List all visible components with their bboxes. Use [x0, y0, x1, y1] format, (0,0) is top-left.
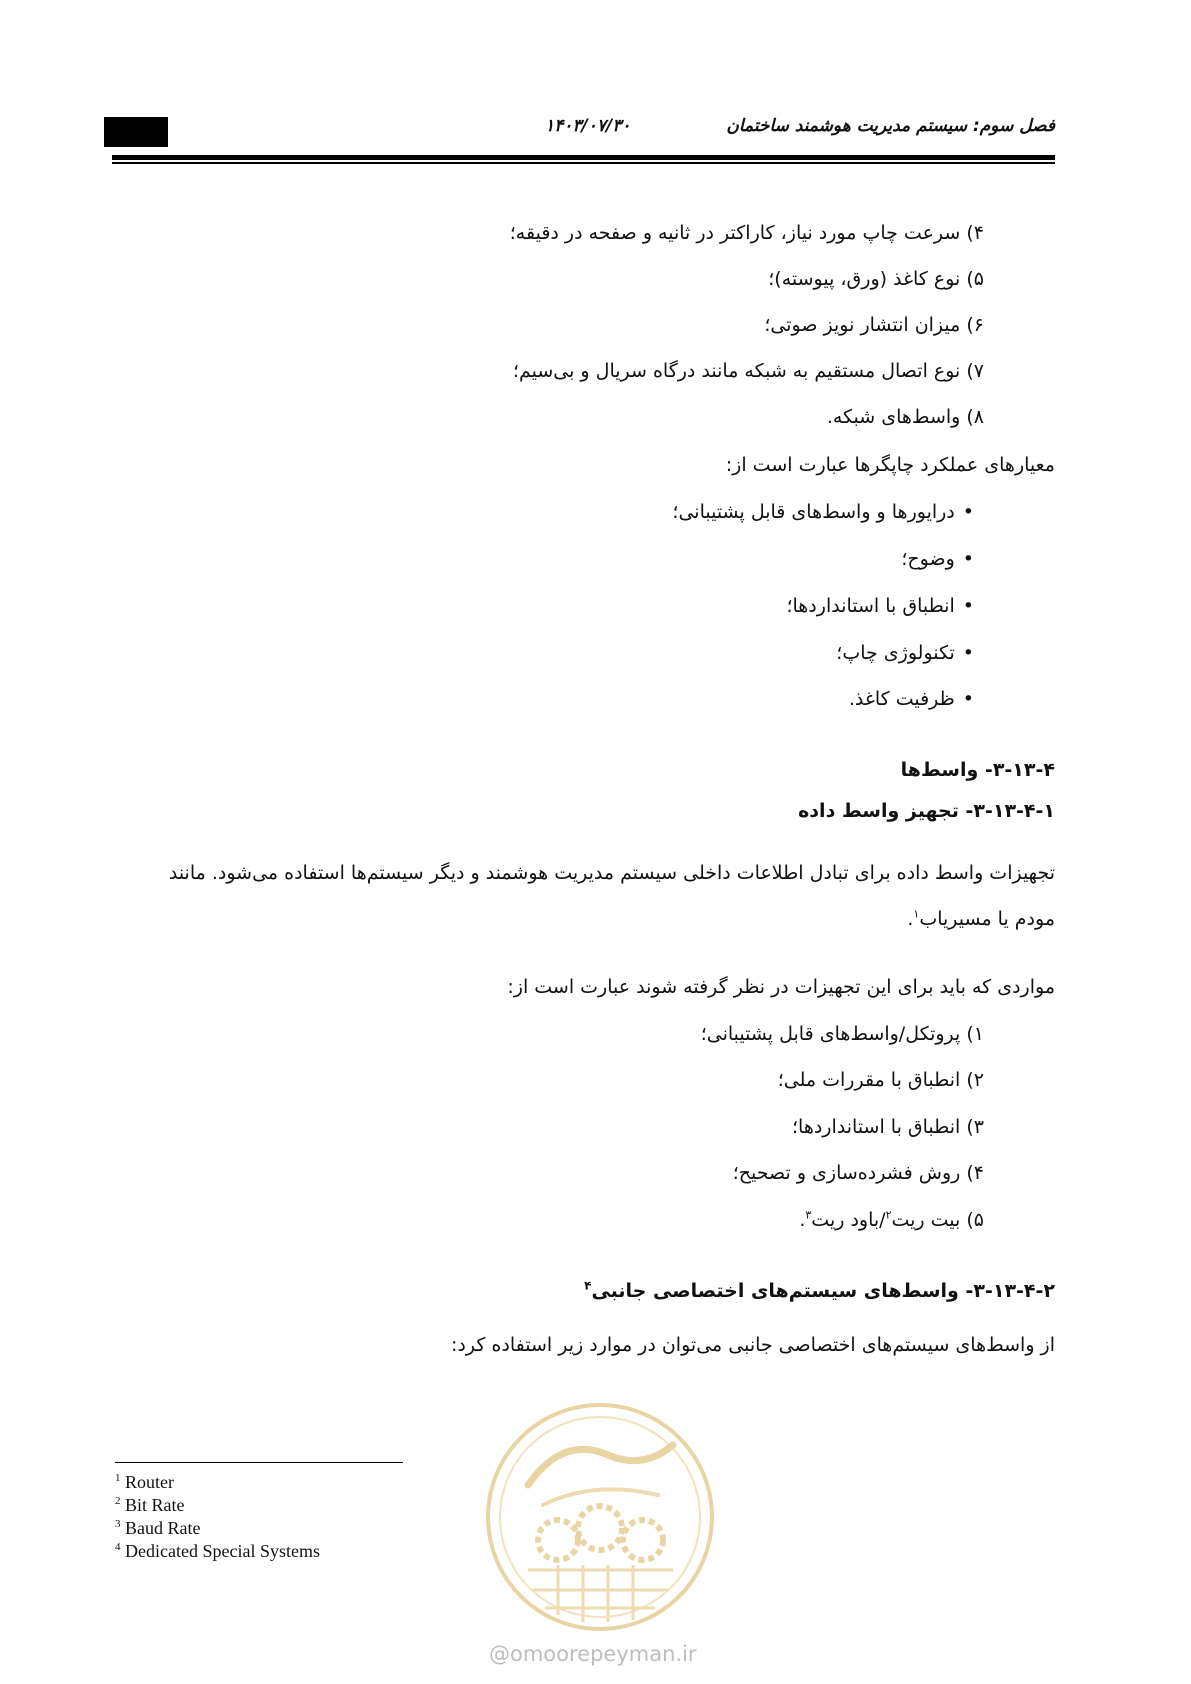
paragraph-end: .: [907, 908, 914, 930]
list-item: ۱) پروتکل/واسط‌های قابل پشتیبانی؛: [700, 1023, 984, 1045]
criteria-intro: معیارهای عملکرد چاپگرها عبارت است از:: [725, 454, 1055, 476]
footnote-number: 3: [115, 1518, 121, 1530]
list-item-text: /باود ریت: [811, 1209, 886, 1231]
bullet-item: • انطباق با استانداردها؛: [786, 593, 974, 619]
bullet-item: • ظرفیت کاغذ.: [849, 686, 974, 712]
list-item: ۵) نوع کاغذ (ورق، پیوسته)؛: [768, 268, 984, 290]
list-item: [799, 1207, 984, 1233]
footnote: [115, 1517, 320, 1540]
list-item-end: .: [799, 1209, 806, 1231]
footnote-number: 4: [115, 1541, 121, 1553]
page-number-box: [104, 117, 168, 147]
footnote-number: 1: [115, 1472, 121, 1484]
footnote: [115, 1540, 320, 1563]
list-item: ۶) میزان انتشار نویز صوتی؛: [764, 314, 984, 336]
list-item: ۴) سرعت چاپ مورد نیاز، کاراکتر در ثانیه و صفحه در دقیقه؛: [509, 222, 984, 244]
paragraph: [136, 850, 1055, 942]
watermark-logo-icon: [483, 1400, 717, 1634]
subsection-heading: ۳-۱۳-۴-۱- تجهیز واسط داده: [798, 800, 1055, 822]
heading-text: ۳-۱۳-۴-۲- واسط‌های سیستم‌های اختصاصی جانبی: [591, 1280, 1055, 1302]
paragraph-text: تجهیزات واسط داده برای تبادل اطلاعات داخلی سیستم مدیریت هوشمند و دیگر سیستم‌ها استفاده می‌شود. مانند مودم یا مسیریاب: [168, 862, 1055, 930]
footnote-rule: [115, 1462, 403, 1463]
watermark-url-text: omoorepeyman.ir: [510, 1642, 697, 1666]
footnote-number: 2: [115, 1495, 121, 1507]
bullet-item: • وضوح؛: [901, 546, 974, 572]
footnote-text: Dedicated Special Systems: [125, 1541, 320, 1561]
header-chapter-title: فصل سوم: سیستم مدیریت هوشمند ساختمان: [726, 116, 1055, 136]
list-item: ۲) انطباق با مقررات ملی؛: [777, 1069, 984, 1091]
list-item: ۴) روش فشرده‌سازی و تصحیح؛: [732, 1162, 984, 1184]
footnotes: [115, 1471, 320, 1563]
footnote-ref: ۱: [913, 907, 920, 921]
footnote-text: Bit Rate: [125, 1495, 185, 1515]
list-item-text: ۵) بیت ریت: [891, 1209, 984, 1231]
footnote-ref: ۳: [805, 1208, 812, 1222]
footnote: [115, 1471, 320, 1494]
items-intro: مواردی که باید برای این تجهیزات در نظر گرفته شوند عبارت است از:: [507, 976, 1055, 998]
section-heading: ۳-۱۳-۴- واسط‌ها: [900, 759, 1055, 781]
header-rule-thin: [112, 162, 1055, 164]
footnote-text: Router: [125, 1472, 174, 1492]
paragraph: از واسط‌های سیستم‌های اختصاصی جانبی می‌توان در موارد زیر استفاده کرد:: [451, 1334, 1055, 1356]
header-date: ۱۴۰۳/۰۷/۳۰: [545, 116, 631, 136]
subsection-heading: [584, 1278, 1055, 1304]
footnote: [115, 1494, 320, 1517]
header-rule-thick: [112, 155, 1055, 160]
list-item: ۷) نوع اتصال مستقیم به شبکه مانند درگاه سریال و بی‌سیم؛: [512, 360, 984, 382]
list-item: ۸) واسط‌های شبکه.: [826, 406, 984, 428]
watermark-url: [489, 1642, 697, 1666]
at-icon: @: [489, 1642, 510, 1666]
bullet-item: • تکنولوژی چاپ؛: [836, 640, 974, 666]
list-item: ۳) انطباق با استانداردها؛: [792, 1116, 984, 1138]
footnote-ref: ۲: [885, 1208, 892, 1222]
footnote-text: Baud Rate: [125, 1518, 201, 1538]
bullet-item: • درایورها و واسط‌های قابل پشتیبانی؛: [672, 499, 974, 525]
footnote-ref: ۴: [584, 1278, 592, 1293]
